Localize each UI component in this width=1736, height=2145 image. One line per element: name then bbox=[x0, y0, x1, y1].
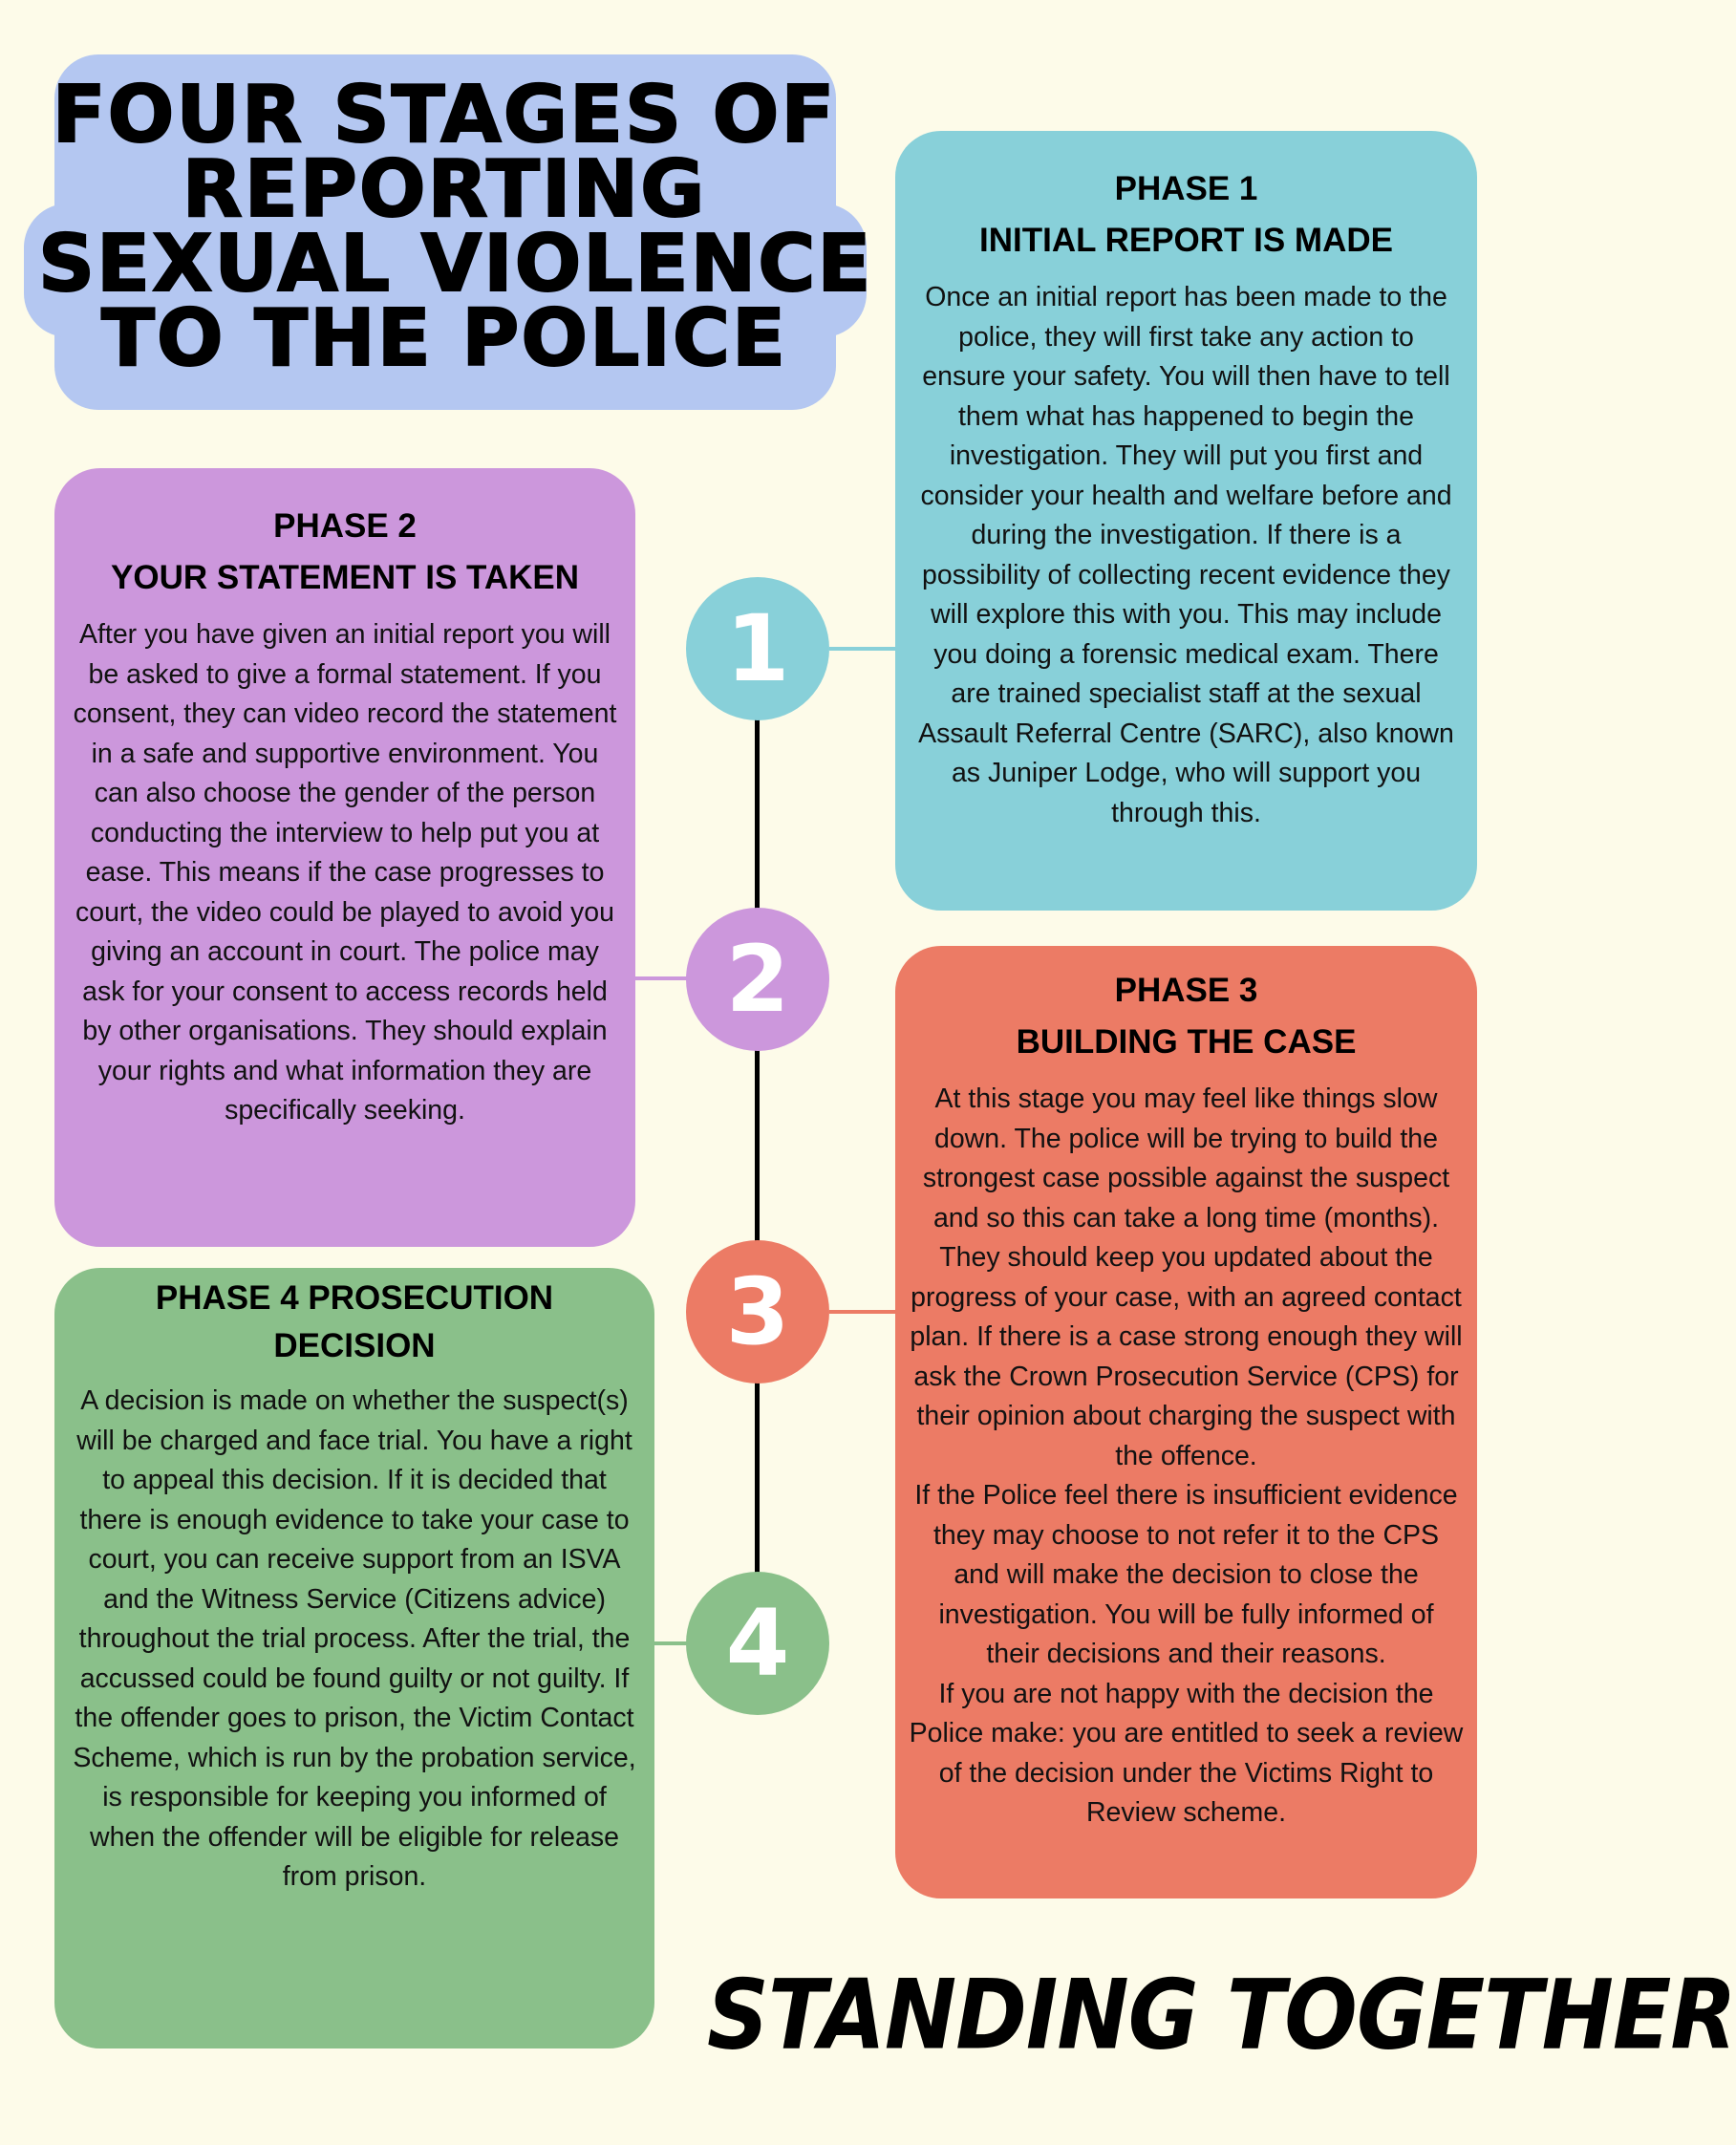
title-line-2: REPORTING bbox=[182, 144, 707, 235]
phase-1-heading bbox=[918, 163, 1454, 267]
phase-3-body: At this stage you may feel like things slow down. The police will be trying to build the strongest case possible against the suspect and so this can take a long time (months). They should keep you updated about the progress of your case, with an agreed contact plan. If there is a case strong enough they will ask the Crown Prosecution Service (CPS) for their opinion about charging the suspect with the offence. bbox=[910, 1083, 1463, 1471]
phase-4-body: A decision is made on whether the suspect(s) will be charged and face trial. You have a right to appeal this decision. If it is decided that there is enough evidence to take your case to court, you can receive support from an ISVA and the Witness Service (Citizens advice) throughout the trial process. After the trial, the accussed could be found guilty or not guilty. If the offender goes to prison, the Victim Contact Scheme, which is run by the probation service, is responsible for keeping you informed of when the offender will be eligible for release from prison. bbox=[73, 1385, 636, 1892]
connector-phase-1 bbox=[829, 647, 898, 651]
phase-3-card bbox=[895, 946, 1477, 1898]
phase-2-card bbox=[54, 468, 635, 1247]
phase-1-title: INITIAL REPORT IS MADE bbox=[979, 222, 1393, 259]
brand-logo-text: STANDING TOGETHER bbox=[707, 1959, 1736, 2072]
step-circle-3: 3 bbox=[686, 1240, 829, 1384]
step-circle-4: 4 bbox=[686, 1572, 829, 1715]
title-line-1: FOUR STAGES OF bbox=[52, 70, 837, 161]
title-line-3: SEXUAL VIOLENCE bbox=[38, 219, 873, 310]
phase-1-label: PHASE 1 bbox=[1114, 170, 1258, 207]
phase-2-heading bbox=[68, 501, 622, 604]
step-circle-1: 1 bbox=[686, 577, 829, 720]
phase-3-heading bbox=[909, 965, 1464, 1068]
phase-2-body: After you have given an initial report you will be asked to give a formal statement. If you consent, they can video record the statement in a safe and supportive environment. You can also choose the gender of the person conducting the interview to help put you at ease. This means if the case progresses to court, the video could be played to avoid you giving an account in court. The police may ask for your consent to access records held by other organisations. They should explain your rights and what information they are specifically seeking. bbox=[73, 619, 617, 1126]
phase-3-body-insufficient: If the Police feel there is insufficient evidence they may choose to not refer it to the CPS and will make the decision to close the investigation. You will be fully informed of their decisions and their reasons. bbox=[914, 1480, 1458, 1669]
page-title bbox=[38, 70, 873, 384]
title-line-4: TO THE POLICE bbox=[100, 293, 788, 384]
timeline-line bbox=[755, 650, 760, 1605]
phase-3-title: BUILDING THE CASE bbox=[1016, 1023, 1357, 1061]
phase-1-body: Once an initial report has been made to the police, they will first take any action to ensure your safety. You will then have to tell them what has happened to begin the investigation. They will put you first and consider your health and welfare before and during the investigation. If there is a possibility of collecting recent evidence they will explore this with you. This may include you doing a forensic medical exam. There are trained specialist staff at the sexual Assault Referral Centre (SARC), also known as Juniper Lodge, who will support you through this. bbox=[918, 282, 1454, 828]
phase-1-card bbox=[895, 131, 1477, 911]
phase-4-title: DECISION bbox=[273, 1327, 436, 1364]
phase-4-heading bbox=[70, 1275, 639, 1370]
phase-2-label: PHASE 2 bbox=[273, 507, 417, 545]
phase-3-body-review: If you are not happy with the decision the Police make: you are entitled to seek a review of the decision under the Victims Right to Review scheme. bbox=[909, 1678, 1464, 1828]
phase-3-label: PHASE 3 bbox=[1114, 972, 1258, 1009]
phase-4-label: PHASE 4 PROSECUTION bbox=[155, 1279, 554, 1317]
phase-4-card bbox=[54, 1268, 654, 2048]
step-circle-2: 2 bbox=[686, 908, 829, 1051]
connector-phase-3 bbox=[829, 1310, 898, 1314]
connector-phase-2 bbox=[633, 976, 691, 980]
phase-2-title: YOUR STATEMENT IS TAKEN bbox=[111, 559, 579, 596]
